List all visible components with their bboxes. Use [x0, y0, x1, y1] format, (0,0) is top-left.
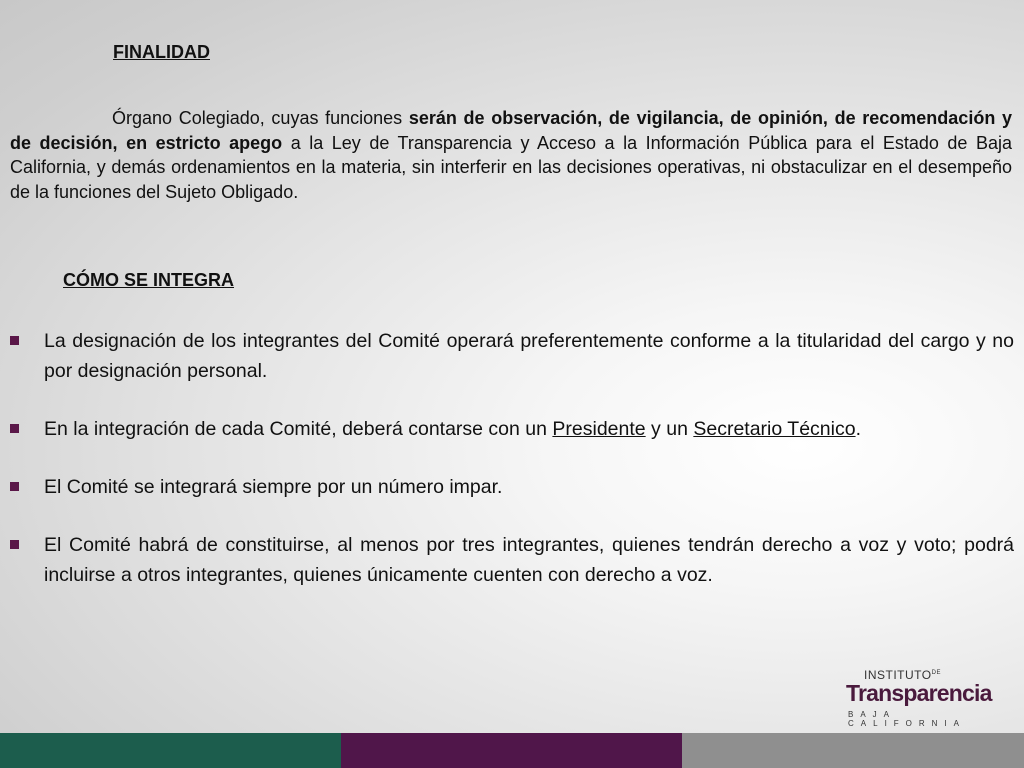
logo-sub-text: BAJA CALIFORNIA: [848, 710, 967, 728]
finalidad-heading: FINALIDAD: [113, 42, 210, 62]
bullet-item-designation: [10, 326, 1014, 386]
intro-text-1: Órgano Colegiado, cuyas funciones: [112, 108, 409, 128]
bullet-text: El Comité se integrará siempre por un número impar.: [44, 476, 503, 498]
instituto-transparencia-logo: [846, 668, 996, 728]
bullet-item-constitution: [10, 530, 1014, 590]
bullet-item-president-secretary: [10, 414, 1014, 444]
intro-text-2: a la Ley de Transparencia y Acceso a la Información Pública para el Estado de Baja California, y demás ordenamientos en la materia, sin interferir en las decisiones operativas, ni obstaculizar en el desempeño de la funciones del Sujeto Obligado.: [10, 132, 1012, 202]
square-bullet-icon: [10, 482, 19, 491]
footer-color-bar: [0, 733, 1024, 768]
integra-heading: CÓMO SE INTEGRA: [63, 270, 235, 290]
bullet-text: En la integración de cada Comité, deberá contarse con un: [44, 418, 553, 440]
bullet-text: .: [855, 418, 861, 440]
secretario-tecnico-underlined: Secretario Técnico: [693, 418, 856, 440]
square-bullet-icon: [10, 424, 19, 433]
bullet-item-odd-number: [10, 472, 1014, 502]
integration-bullet-list: [10, 326, 1014, 618]
footer-green-segment: [0, 733, 341, 768]
bullet-text: La designación de los integrantes del Comité operará preferentemente conforme a la titularidad del cargo y no por designación personal.: [44, 330, 1014, 382]
square-bullet-icon: [10, 540, 19, 549]
intro-paragraph: [10, 106, 1012, 204]
footer-purple-segment: [341, 733, 682, 768]
footer-gray-segment: [682, 733, 1024, 768]
bullet-text: y un: [645, 418, 694, 440]
intro-bold-text: serán de observación, de vigilancia, de opinión, de recomendación y de decisión, en estricto apego: [10, 108, 1012, 153]
logo-top-text: $INSTITUTO^{DE}$: [864, 668, 941, 682]
presidente-underlined: Presidente: [552, 418, 646, 440]
square-bullet-icon: [10, 336, 19, 345]
logo-de-text: DE: [931, 670, 941, 676]
logo-main-text: Transparencia: [846, 680, 992, 706]
bullet-text: El Comité habrá de constituirse, al menos por tres integrantes, quienes tendrán derecho a voz y voto; podrá incluirse a otros integrantes, quienes únicamente cuenten con derecho a voz.: [44, 534, 1014, 586]
